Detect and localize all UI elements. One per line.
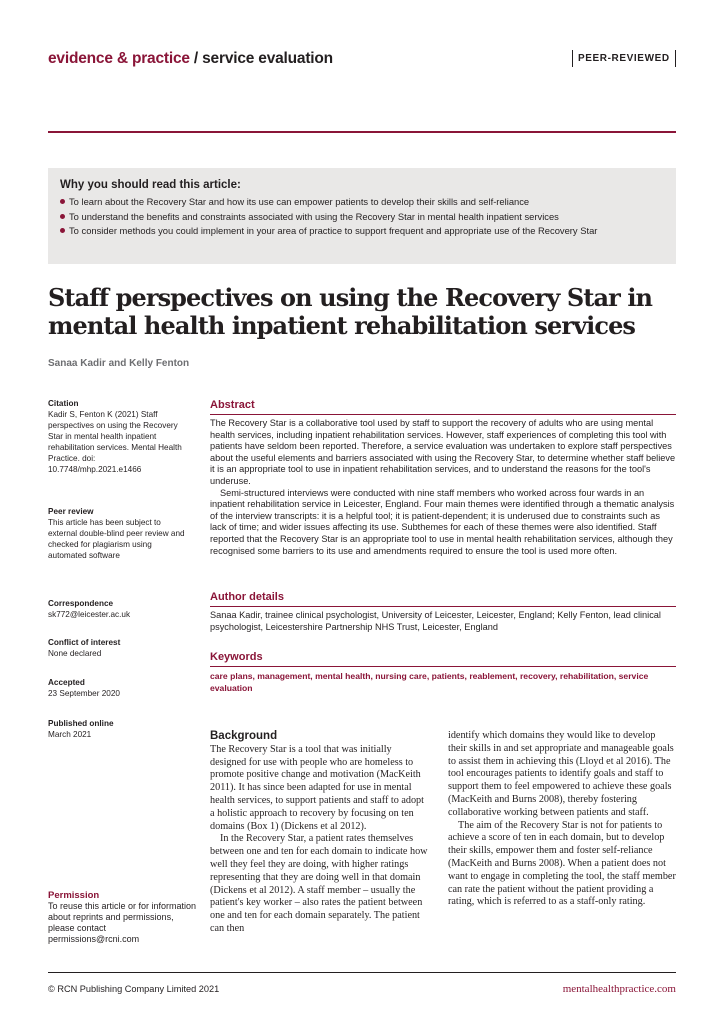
why-read-item-text: To understand the benefits and constraints associated with using the Recovery Star in mental health inpatient services — [69, 210, 559, 222]
correspondence-block — [48, 598, 188, 620]
bullet-icon — [60, 214, 65, 219]
body-paragraph: In the Recovery Star, a patient rates themselves between one and ten for each domain to indicate how well they feel they are doing, with higher ratings representing that they are doing well in that domain (Dickens et al 2012). A staff member – usually the patient's key worker – also rates the patient between one and ten for each domain separately. The patient can then — [210, 833, 428, 934]
abstract-body — [210, 418, 676, 557]
correspondence-heading: Correspondence — [48, 599, 114, 608]
why-read-item — [60, 225, 664, 237]
abstract-section — [210, 399, 676, 557]
author-details-section — [210, 591, 676, 633]
correspondence-email[interactable]: sk772@leicester.ac.uk — [48, 610, 131, 619]
why-read-title: Why you should read this article: — [60, 179, 241, 191]
why-read-item — [60, 211, 664, 223]
running-header — [48, 50, 333, 68]
conflict-block — [48, 637, 188, 659]
section-separator: / — [193, 50, 199, 67]
permission-text: To reuse this article or for information about reprints and permissions, please contact permissions@rcni.com — [48, 901, 197, 944]
why-read-item-text: To learn about the Recovery Star and how its use can empower patients to develop their skills and self-reliance — [69, 196, 530, 207]
accepted-block — [48, 677, 188, 699]
body-paragraph: The aim of the Recovery Star is not for patients to achieve a score of ten in each domain, but to develop their skills, empower them and foster self-reliance (MacKeith and Burns 2008). When a patient does not want to engage in completing the tool, the staff member can rate the patient without the patient providing a rating, which is referred to as a staff-only rating. — [448, 819, 676, 908]
citation-heading: Citation — [48, 399, 79, 408]
background-heading: Background — [210, 730, 278, 742]
body-column-2 — [448, 730, 676, 909]
published-block — [48, 718, 188, 740]
article-title: Staff perspectives on using the Recovery Star in mental health inpatient rehabilitation services — [48, 283, 653, 340]
header-rule — [48, 131, 676, 133]
accepted-date: 23 September 2020 — [48, 689, 120, 698]
author-details-text: Sanaa Kadir, trainee clinical psychologist, University of Leicester, Leicester, England; Kelly Fenton, lead clinical psychologist, Leicestershire Partnership NHS Trust, Leicester, England — [210, 610, 661, 632]
peer-review-text: This article has been subject to external double-blind peer review and checked for plagiarism using automated software — [48, 518, 185, 560]
peer-review-block — [48, 506, 188, 561]
published-date: March 2021 — [48, 730, 92, 739]
published-heading: Published online — [48, 719, 114, 728]
subsection-label: service evaluation — [202, 50, 333, 67]
copyright-notice: © RCN Publishing Company Limited 2021 — [48, 984, 220, 994]
footer-rule — [48, 972, 676, 973]
bullet-icon — [60, 199, 65, 204]
article-authors: Sanaa Kadir and Kelly Fenton — [48, 358, 190, 369]
bullet-icon — [60, 228, 65, 233]
author-details-heading: Author details — [210, 591, 676, 607]
accepted-heading: Accepted — [48, 678, 85, 687]
conflict-text: None declared — [48, 649, 102, 658]
abstract-heading: Abstract — [210, 399, 676, 415]
permission-heading: Permission — [48, 890, 100, 901]
body-column-1 — [210, 730, 430, 936]
permission-block — [48, 890, 198, 945]
citation-text: Kadir S, Fenton K (2021) Staff perspectives on using the Recovery Star in mental health inpatient rehabilitation services. Mental Health Practice. doi: 10.7748/mhp.2021.e1466 — [48, 410, 182, 474]
why-read-item-text: To consider methods you could implement in your area of practice to support frequent and appropriate use of the Recovery Star — [69, 225, 598, 236]
peer-reviewed-badge: PEER-REVIEWED — [572, 50, 676, 67]
website-link[interactable]: mentalhealthpractice.com — [562, 983, 676, 995]
body-paragraph: identify which domains they would like to develop their skills in and set appropriate and manageable goals to assist them in achieving this (Lloyd et al 2016). The tool encourages patients to identify goals and staff to support them to feel empowered to achieve these goals (MacKeith and Burns 2008), thereby fostering collaborative working between patients and staff. — [448, 730, 674, 818]
abstract-paragraph: The Recovery Star is a collaborative tool used by staff to support the recovery of adults who are using mental health services, including inpatient rehabilitation services. However, staff experiences of completing this tool with patients have seldom been reported. Therefore, a service evaluation was undertaken to explore staff perspectives about the useful elements and barriers associated with using the Recovery Star, to determine whether staff believe it is an appropriate tool to use in inpatient rehabilitation services, and to understand the reasons for the tool's underuse. — [210, 418, 676, 486]
citation-block — [48, 398, 188, 475]
body-paragraph: The Recovery Star is a tool that was initially designed for use with people who are homeless to promote positive change and motivation (MacKeith 2011). It has since been adapted for use in mental health services, to support patients and staff to adopt a holistic approach to recovery by focusing on ten domains (Box 1) (Dickens et al 2012). — [210, 743, 424, 832]
keywords-heading: Keywords — [210, 651, 676, 667]
keywords-section — [210, 651, 676, 694]
keywords-list: care plans, management, mental health, nursing care, patients, reablement, recovery, rehabilitation, service evaluation — [210, 671, 649, 693]
peer-review-heading: Peer review — [48, 507, 94, 516]
why-read-item — [60, 196, 664, 208]
why-read-box — [48, 168, 676, 264]
conflict-heading: Conflict of interest — [48, 638, 121, 647]
section-label: evidence & practice — [48, 50, 190, 67]
abstract-paragraph: Semi-structured interviews were conducted with nine staff members who worked across four wards in an inpatient rehabilitation service in Leicester, England. Four main themes were identified through a thematic analysis of the interview transcripts: it is a helpful tool; it is patient-dependent; it is underused due to constraints such as lack of time; and wider issues affecting its use. Subthemes for each of these themes were also identified. Staff reported that the Recovery Star is an appropriate tool to use in mental health rehabilitation services, although they recognised some barriers to its use and amendments required to ensure the tool is used more often. — [210, 487, 675, 556]
